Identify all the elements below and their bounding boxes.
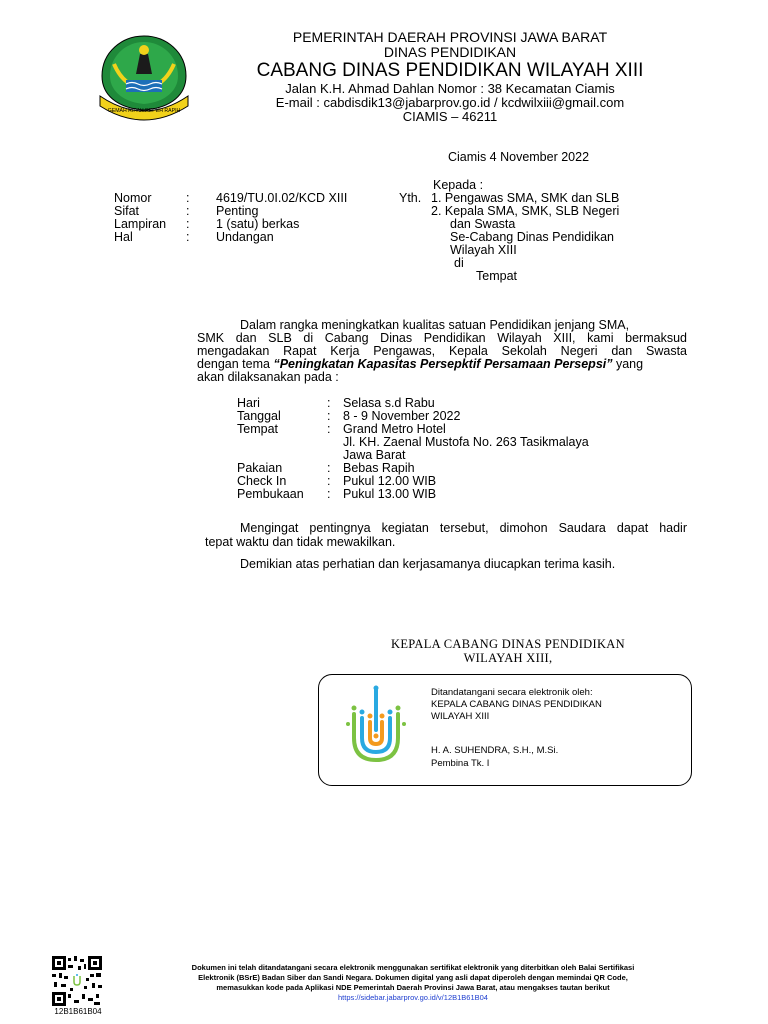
letterhead-city: CIAMIS – 46211	[402, 109, 498, 124]
detail-label-pembukaan: Pembukaan	[237, 487, 304, 501]
recipient-scope-2: Wilayah XIII	[450, 243, 517, 257]
detail-value-address: Jl. KH. Zaenal Mustofa No. 263 Tasikmalaya	[343, 435, 589, 449]
detail-value-checkin: Pukul 12.00 WIB	[343, 474, 437, 488]
svg-text:GEMAH RIPAH REPEH RAPIH: GEMAH RIPAH REPEH RAPIH	[107, 108, 181, 114]
detail-colon: :	[327, 396, 331, 410]
meta-colon: :	[186, 217, 190, 231]
letterhead-agency: DINAS PENDIDIKAN	[383, 44, 517, 60]
body-paragraph-2-line-1: Mengingat pentingnya kegiatan tersebut, dimohon Saudara dapat hadir	[240, 521, 687, 535]
meta-label-hal: Hal	[114, 230, 133, 244]
detail-colon: :	[327, 474, 331, 488]
detail-label-checkin: Check In	[237, 474, 287, 488]
meta-label-sifat: Sifat	[114, 204, 140, 218]
signature-rank: Pembina Tk. I	[431, 758, 490, 769]
detail-colon: :	[327, 422, 331, 436]
body-paragraph-1-line-5: akan dilaksanakan pada :	[197, 370, 339, 384]
signature-position-line-1: KEPALA CABANG DINAS PENDIDIKAN	[431, 699, 602, 710]
detail-label-tanggal: Tanggal	[237, 409, 281, 423]
detail-colon: :	[327, 409, 331, 423]
letterhead-email: E-mail : cabdisdik13@jabarprov.go.id / kcdwilxiii@gmail.com	[275, 95, 625, 110]
meta-colon: :	[186, 191, 190, 205]
bsre-logo	[340, 684, 412, 776]
signature-name: H. A. SUHENDRA, S.H., M.Si.	[431, 745, 559, 756]
detail-value-hari: Selasa s.d Rabu	[343, 396, 435, 410]
recipient-item-2: 2. Kepala SMA, SMK, SLB Negeri	[431, 204, 620, 218]
detail-value-tempat: Grand Metro Hotel	[343, 422, 446, 436]
signature-position-line-2: WILAYAH XIII	[431, 711, 490, 722]
recipient-kepada: Kepada :	[433, 178, 484, 192]
body-paragraph-1-line-2: SMK dan SLB di Cabang Dinas Pendidikan Wilayah XIII, kami bermaksud	[197, 331, 687, 345]
recipient-item-1: 1. Pengawas SMA, SMK dan SLB	[431, 191, 620, 205]
footer-line-2: Elektronik (BSrE) Badan Siber dan Sandi Negara. Dokumen digital yang asli dapat diperoleh dengan memindai QR Code,	[198, 973, 628, 982]
body-paragraph-1-line-3: mengadakan Rapat Kerja Pengawas, Kepala Sekolah Negeri dan Swasta	[197, 344, 687, 358]
signature-signed-by: Ditandatangani secara elektronik oleh:	[431, 687, 593, 698]
meta-label-nomor: Nomor	[114, 191, 152, 205]
meta-value-nomor: 4619/TU.0I.02/KCD XIII	[216, 191, 348, 205]
detail-label-hari: Hari	[237, 396, 260, 410]
body-theme-title: “Peningkatan Kapasitas Persepktif Persamaan Persepsi”	[273, 357, 613, 371]
recipient-scope-1: Se-Cabang Dinas Pendidikan	[450, 230, 614, 244]
detail-value-pembukaan: Pukul 13.00 WIB	[343, 487, 437, 501]
letter-date: Ciamis 4 November 2022	[448, 150, 590, 164]
qr-code-label: 12B1B61B04	[54, 1007, 102, 1016]
qr-code	[48, 956, 106, 1006]
detail-label-pakaian: Pakaian	[237, 461, 283, 475]
body-paragraph-2-line-2: tepat waktu dan tidak mewakilkan.	[205, 535, 396, 549]
meta-colon: :	[186, 230, 190, 244]
meta-value-sifat: Penting	[216, 204, 259, 218]
detail-value-tanggal: 8 - 9 November 2022	[343, 409, 461, 423]
detail-value-region: Jawa Barat	[343, 448, 406, 462]
recipient-di: di	[454, 256, 464, 270]
signature-title-line-2: WILAYAH XIII,	[463, 651, 553, 665]
letterhead-address: Jalan K.H. Ahmad Dahlan Nomor : 38 Kecamatan Ciamis	[285, 81, 615, 96]
body-theme-prefix: dengan tema	[197, 357, 274, 371]
recipient-tempat: Tempat	[476, 269, 517, 283]
signature-title-line-1: KEPALA CABANG DINAS PENDIDIKAN	[391, 637, 625, 651]
meta-label-lampiran: Lampiran	[114, 217, 167, 231]
footer-line-1: Dokumen ini telah ditandatangani secara elektronik menggunakan sertifikat elektronik yang diterbitkan oleh Balai Sertifikasi	[191, 963, 635, 972]
body-paragraph-3: Demikian atas perhatian dan kerjasamanya diucapkan terima kasih.	[240, 557, 616, 571]
detail-colon: :	[327, 487, 331, 501]
recipient-yth: Yth.	[399, 191, 422, 205]
detail-label-tempat: Tempat	[237, 422, 278, 436]
meta-value-hal: Undangan	[216, 230, 274, 244]
body-theme-suffix: yang	[612, 357, 644, 371]
meta-value-lampiran: 1 (satu) berkas	[216, 217, 300, 231]
meta-colon: :	[186, 204, 190, 218]
letterhead-government: PEMERINTAH DAERAH PROVINSI JAWA BARAT	[292, 29, 608, 45]
footer-line-3: memasukkan kode pada Aplikasi NDE Pemerintah Daerah Provinsi Jawa Barat, atau mengakses tautan berikut	[216, 983, 610, 992]
letterhead-branch: CABANG DINAS PENDIDIKAN WILAYAH XIII	[256, 60, 644, 81]
detail-colon: :	[327, 461, 331, 475]
verification-link[interactable]: https://sidebar.jabarprov.go.id/v/12B1B61B04	[338, 993, 488, 1002]
body-paragraph-1-line-1: Dalam rangka meningkatkan kualitas satuan Pendidikan jenjang SMA,	[240, 318, 630, 332]
recipient-item-2-cont: dan Swasta	[450, 217, 516, 231]
detail-value-pakaian: Bebas Rapih	[343, 461, 415, 475]
